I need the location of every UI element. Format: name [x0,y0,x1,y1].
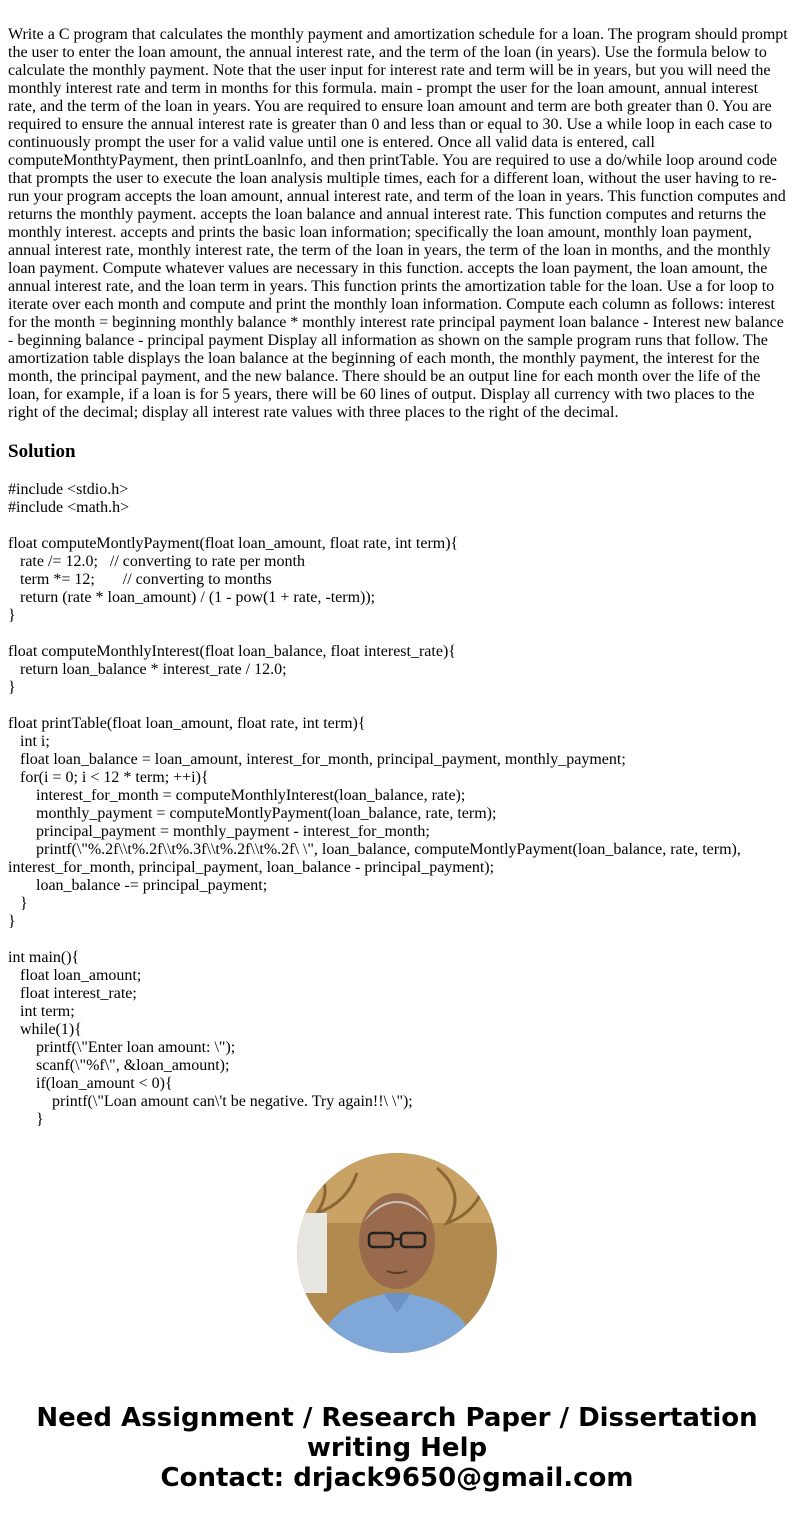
code-line: int i; [8,733,50,750]
code-line: term *= 12; // converting to months [8,571,272,588]
code-line: float computeMonthlyInterest(float loan_balance, float interest_rate){ [8,643,456,660]
ad-line-1: Need Assignment / Research Paper / Dissertation [36,1403,758,1433]
code-line: interest_for_month = computeMonthlyInterest(loan_balance, rate); [8,787,466,804]
code-line: } [8,913,16,930]
ad-banner [0,1403,794,1493]
code-line: if(loan_amount < 0){ [8,1075,173,1092]
code-line: for(i = 0; i < 12 * term; ++i){ [8,769,209,786]
ad-line-2: writing Help [306,1433,488,1463]
code-line: printf(\"Enter loan amount: \"); [8,1039,236,1056]
code-line: float interest_rate; [8,985,137,1002]
code-line: } [8,679,16,696]
code-line: scanf(\"%f\", &loan_amount); [8,1057,230,1074]
solution-heading: Solution [8,441,76,462]
code-line: } [8,1111,44,1128]
code-line: monthly_payment = computeMontlyPayment(loan_balance, rate, term); [8,805,497,822]
code-line: float loan_amount; [8,967,142,984]
code-line: principal_payment = monthly_payment - interest_for_month; [8,823,430,840]
code-line [8,931,788,949]
code-line: rate /= 12.0; // converting to rate per month [8,553,305,570]
code-line: loan_balance -= principal_payment; [8,877,268,894]
code-line [8,517,788,535]
code-line: float computeMontlyPayment(float loan_amount, float rate, int term){ [8,535,459,552]
code-line: while(1){ [8,1021,82,1038]
ad-contact-line: Contact: drjack9650@gmail.com [160,1463,634,1493]
code-line: printf(\"%.2f\\t%.2f\\t%.3f\\t%.2f\\t%.2f\ \", loan_balance, computeMontlyPayment(loan_balance, rate, term), interest_for_month, principal_payment, loan_balance - principal_payment); [8,841,745,876]
question-text: Write a C program that calculates the monthly payment and amortization schedule for a loan. The program should prompt the user to enter the loan amount, the annual interest rate, and the term of the loan (in years). Use the formula below to calculate the monthly payment. Note that the user input for interest rate and term will be in years, but you will need the monthly interest rate and term in months for this formula. main - prompt the user for the loan amount, annual interest rate, and the term of the loan in years. You are required to ensure loan amount and term are both greater than 0. You are required to ensure the annual interest rate is greater than 0 and less than or equal to 30. Use a while loop in each case to continuously prompt the user for a valid value until one is entered. Once all valid data is entered, call computeMonthtyPayment, then printLoanlnfo, and then printTable. You are required to use a do/while loop around code that prompts the user to execute the loan analysis multiple times, each for a different loan, without the user having to re-run your program accepts the loan amount, annual interest rate, and term of the loan in years. This function computes and returns the monthly payment. accepts the loan balance and annual interest rate. This function computes and returns the monthly interest. accepts and prints the basic loan information; specifically the loan amount, monthly loan payment, annual interest rate, monthly interest rate, the term of the loan in years, the term of the loan in months, and the monthly loan payment. Compute whatever values are necessary in this function. accepts the loan payment, the loan amount, the annual interest rate, and the loan term in years. This function prints the amortization table for the loan. Use a for loop to iterate over each month and compute and print the monthly loan information. Compute each column as follows: interest for the month = beginning monthly balance * monthly interest rate principal payment loan balance - Interest new balance - beginning balance - principal payment Display all information as shown on the sample program runs that follow. The amortization table displays the loan balance at the beginning of each month, the monthly payment, the interest for the month, the principal payment, and the new balance. There should be an output line for each month over the life of the loan, for example, if a loan is for 5 years, there will be 60 lines of output. Display all currency with two places to the right of the decimal; display all interest rate values with three places to the right of the decimal. [8,26,788,421]
code-line: float loan_balance = loan_amount, interest_for_month, principal_payment, monthly_payment; [8,751,626,768]
code-line: } [8,607,16,624]
code-line: int term; [8,1003,75,1020]
code-line: printf(\"Loan amount can\'t be negative. Try again!!\ \"); [8,1093,413,1110]
author-avatar [297,1153,497,1353]
code-line [8,697,788,715]
code-line: int main(){ [8,949,80,966]
code-line [8,625,788,643]
code-line: return loan_balance * interest_rate / 12.0; [8,661,287,678]
code-line: #include <math.h> [8,499,130,516]
code-line: } [8,895,28,912]
code-line: float printTable(float loan_amount, float rate, int term){ [8,715,366,732]
code-line: #include <stdio.h> [8,481,129,498]
code-line: return (rate * loan_amount) / (1 - pow(1 + rate, -term)); [8,589,376,606]
author-portrait-image [297,1153,497,1353]
solution-code [8,481,788,1129]
